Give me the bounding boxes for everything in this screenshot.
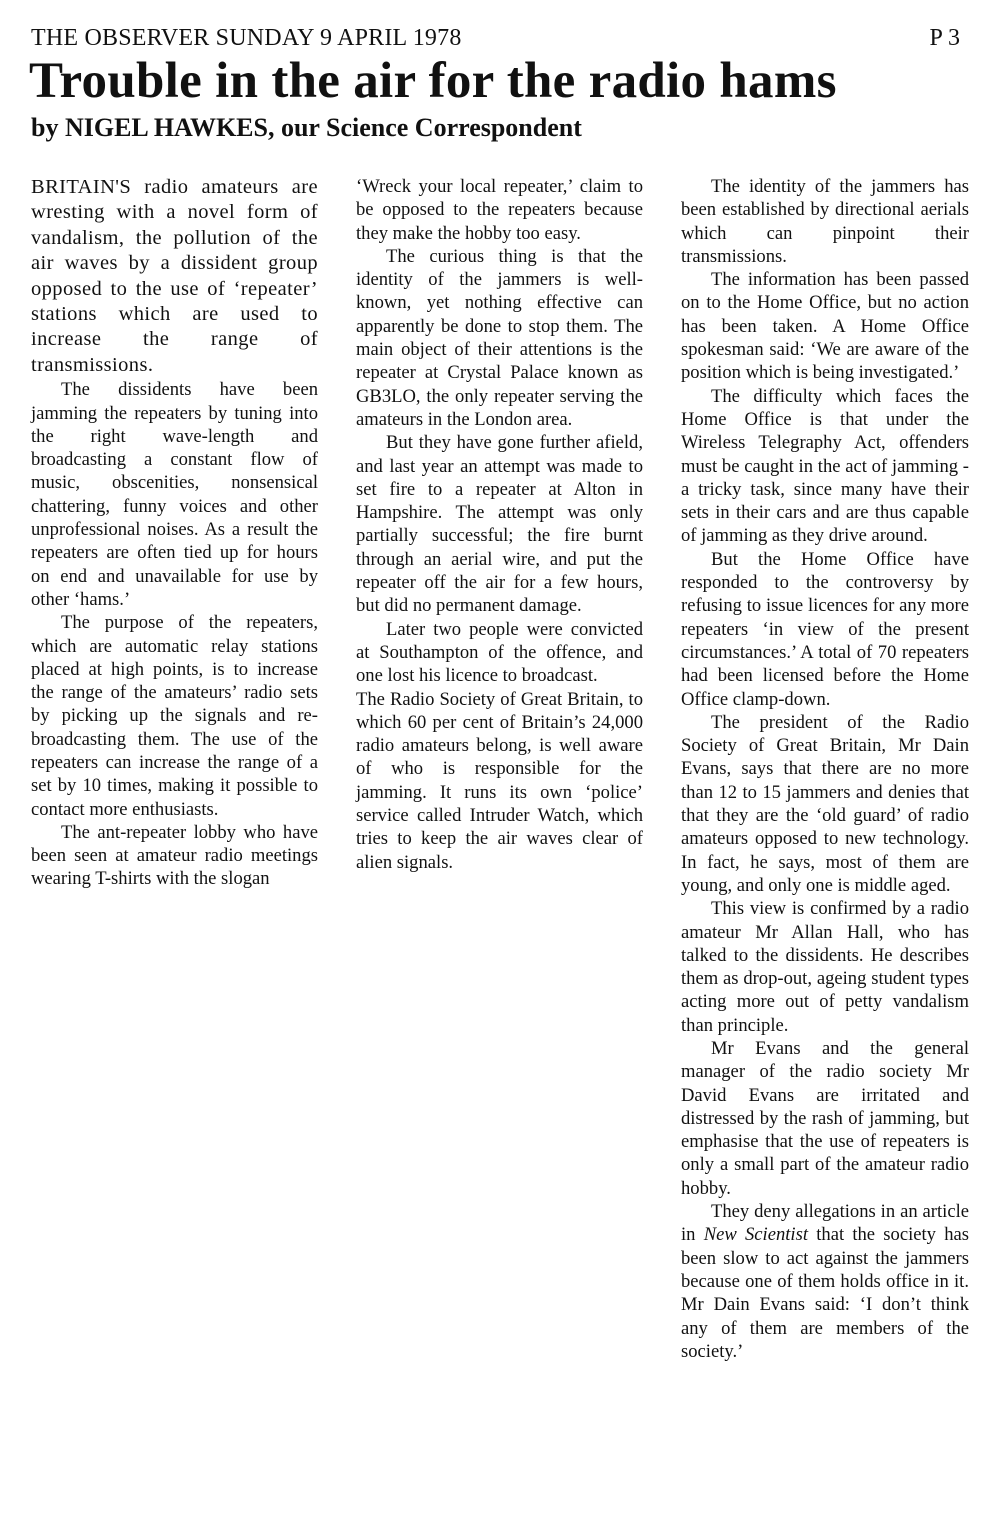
masthead bbox=[31, 25, 960, 55]
byline: by NIGEL HAWKES, our Science Correspondent bbox=[31, 113, 582, 142]
publication-title: New Scientist bbox=[703, 1224, 808, 1246]
paragraph-text: They deny allegations in an article in bbox=[681, 1201, 969, 1246]
dateline: THE OBSERVER SUNDAY 9 APRIL 1978 bbox=[31, 25, 462, 51]
paragraph-text: that the society has been slow to act against the jammers because one of them holds office in it. Mr Dain Evans said: ‘I don’t think any of them are members of the society.’ bbox=[681, 1224, 969, 1362]
paragraph: The curious thing is that the identity of the jammers is well-known, yet nothing effective can apparently be done to stop them. The main object of their attentions is the repeater at Crystal Palace known as GB3LO, the only repeater serving the amateurs in the London area. bbox=[356, 245, 643, 430]
paragraph: The dissidents have been jamming the repeaters by tuning into the right wave-length and broadcasting a constant flow of music, obscenities, nonsensical chattering, funny voices and other unprofessional noises. As a result the repeaters are often tied up for hours on end and unavailable for use by other ‘hams.’ bbox=[31, 379, 318, 610]
article-column-1 bbox=[31, 175, 318, 891]
paragraph: This view is confirmed by a radio amateur Mr Allan Hall, who has talked to the dissidents. He describes them as drop-out, ageing student types acting more out of petty vandalism than principle. bbox=[681, 898, 969, 1036]
paragraph: The purpose of the repeaters, which are automatic relay stations placed at high points, is to increase the range of the amateurs’ radio sets by picking up the signals and re-broadcasting them. The use of the repeaters can increase the range of a set by 10 times, making it possible to contact more enthusiasts. bbox=[31, 612, 318, 820]
paragraph: The president of the Radio Society of Great Britain, Mr Dain Evans, says that there are no more than 12 to 15 jammers and denies that that they are the ‘old guard’ of radio amateurs opposed to new technology. In fact, he says, most of them are young, and only one is middle aged. bbox=[681, 711, 969, 896]
page-number: P 3 bbox=[929, 25, 960, 51]
paragraph: Mr Evans and the general manager of the radio society Mr David Evans are irritated and distressed by the rash of jamming, but emphasise that the use of repeaters is only a small part of the amateur radio hobby. bbox=[681, 1037, 969, 1199]
paragraph: The Radio Society of Great Britain, to which 60 per cent of Britain’s 24,000 radio amateurs belong, is well aware of who is responsible for the jamming. It runs its own ‘police’ service called Intruder Watch, which tries to keep the air waves clear of alien signals. bbox=[356, 688, 643, 873]
article-column-3 bbox=[681, 175, 969, 1363]
paragraph: The information has been passed on to the Home Office, but no action has been taken. A Home Office spokesman said: ‘We are aware of the position which is being investigated.’ bbox=[681, 269, 969, 384]
paragraph: The difficulty which faces the Home Office is that under the Wireless Telegraphy Act, offenders must be caught in the act of jamming - a tricky task, since many have their sets in their cars and are thus capable of jamming as they drive around. bbox=[681, 385, 969, 547]
paragraph: Later two people were convicted at Southampton of the offence, and one lost his licence to broadcast. bbox=[356, 618, 643, 687]
article-column-2 bbox=[356, 175, 643, 874]
paragraph: ‘Wreck your local repeater,’ claim to be opposed to the repeaters because they make the hobby too easy. bbox=[356, 176, 643, 244]
paragraph: The ant-repeater lobby who have been seen at amateur radio meetings wearing T-shirts with the slogan bbox=[31, 821, 318, 890]
paragraph bbox=[681, 1200, 969, 1363]
paragraph: But they have gone further afield, and last year an attempt was made to set fire to a repeater at Alton in Hampshire. The attempt was only partially successful; the fire burnt through an aerial wire, and put the repeater off the air for a few hours, but did no permanent damage. bbox=[356, 432, 643, 617]
paragraph: But the Home Office have responded to the controversy by refusing to issue licences for any more repeaters ‘in view of the present circumstances.’ A total of 70 repeaters had been licensed before the Home Office clamp-down. bbox=[681, 548, 969, 710]
headline: Trouble in the air for the radio hams bbox=[29, 53, 837, 109]
paragraph: The identity of the jammers has been established by directional aerials which can pinpoint their transmissions. bbox=[681, 176, 969, 267]
lead-paragraph: BRITAIN'S radio amateurs are wresting with a novel form of vandalism, the pollution of the air waves by a dissident group opposed to the use of ‘repeater’ stations which are used to increase the range of transmissions. bbox=[31, 176, 318, 376]
